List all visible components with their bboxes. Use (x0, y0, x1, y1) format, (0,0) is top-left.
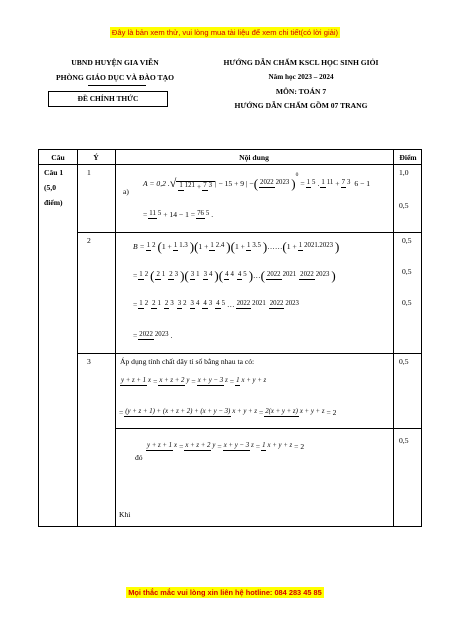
score-3a: 0,5 (399, 357, 409, 366)
frac-num: 11 (149, 209, 156, 217)
frac-num: 1 (146, 241, 151, 249)
frac-den: 4 (208, 270, 213, 278)
frac-num: x + z + 2 (185, 441, 211, 449)
col-header-item: Ý (93, 153, 99, 162)
column-divider (115, 150, 116, 526)
score-1b: 0,5 (399, 201, 409, 210)
frac-num: 7 (341, 178, 345, 186)
grading-table (38, 149, 422, 527)
frac-num: 4 (203, 299, 207, 307)
expr-text: 1 + (234, 241, 245, 251)
expr-text: = (133, 330, 138, 340)
expression-3-line3: y + z + 1 x = x + z + 2 y = x + y − 3 z = 1 x + y + z = 2 (147, 441, 305, 451)
expr-text: . (317, 178, 320, 188)
frac-den: 3 (208, 299, 213, 307)
item-number-3: 3 (87, 357, 91, 366)
col-header-content: Nội dung (239, 153, 269, 162)
subject: MÔN: TOÁN 7 (275, 87, 327, 96)
question-points-unit: điểm) (44, 198, 63, 207)
frac-num: 3 (177, 299, 182, 307)
frac-den: 1.3 (179, 241, 188, 249)
frac-den: 1 (196, 270, 200, 278)
expression-b-line2: = 1 2 ( 2 1 2 3 ) ( 3 1 3 4 ) ( 4 4 4 5 ) … ( 2022 2021 2022 2023 ) (133, 267, 336, 283)
frac-den: 5 (312, 178, 316, 186)
frac-num: y + z + 1 (147, 441, 173, 449)
frac-num: 2 (169, 270, 173, 278)
frac-num: 1 (179, 181, 183, 189)
header-row-divider (39, 164, 421, 165)
frac-num: 2022 (300, 270, 314, 278)
expr-text: + (196, 181, 202, 191)
frac-num: 1 (321, 178, 325, 186)
khi-label: Khi (119, 510, 131, 519)
office-name: PHÒNG GIÁO DỤC VÀ ĐÀO TẠO (55, 73, 175, 82)
score-1a: 1,0 (399, 168, 409, 177)
frac-num: 1 (306, 178, 311, 186)
frac-den: 2023 (315, 270, 330, 278)
frac-den: 2 (144, 270, 149, 278)
question-number: Câu 1 (44, 168, 64, 177)
frac-num: (y + z + 1) + (x + z + 2) + (x + y − 3) (125, 407, 231, 415)
frac-den: 5 (243, 270, 247, 278)
expr-text: …… (267, 241, 283, 251)
expression-b-line1: B = 1 2 ( 1 + 1 1.3 ) ( 1 + 1 2.4 ) ( 1 + 1 3.5 ) …… ( 1 + 1 2021.2023 ) (133, 238, 340, 254)
frac-den: 3 (170, 299, 174, 307)
expr-text: A = 0,2 . (143, 178, 170, 188)
frac-num: 2022 (236, 299, 251, 307)
expr-text: = 2 (326, 407, 337, 417)
frac-den: 3.5 (252, 241, 261, 249)
frac-den: 2023 (275, 178, 290, 186)
frac-den: x + y + z (299, 407, 325, 415)
page-count-note: HƯỚNG DẪN CHẤM GỒM 07 TRANG (234, 101, 368, 110)
hotline-text: Mọi thắc mắc vui lòng xin liên hệ hotline: 084 283 45 85 (128, 588, 322, 597)
frac-num: 1 (298, 241, 303, 249)
top-banner (0, 28, 450, 37)
frac-den: 3 (208, 181, 213, 189)
expression-3-line2: = (y + z + 1) + (x + z + 2) + (x + y − 3) x + y + z = 2(x + y + z) x + y + z = 2 (119, 407, 337, 417)
frac-num: 3 (190, 270, 195, 278)
expression-b-line3 (133, 292, 301, 316)
frac-den: 4 (230, 270, 234, 278)
exponent: 0 (295, 172, 299, 178)
frac-num: 1 (139, 270, 143, 278)
frac-num: 1 (139, 299, 143, 307)
frac-num: 2 (164, 299, 169, 307)
frac-num: 3 (190, 299, 194, 307)
frac-den: 3 (174, 270, 179, 278)
expr-text: = (133, 270, 138, 280)
expr-text: = (133, 299, 138, 309)
frac-num: 1 (262, 441, 266, 449)
ratio-property-intro: Áp dụng tính chất dãy tỉ số bằng nhau ta có: (120, 357, 255, 366)
frac-num: x + y − 3 (197, 376, 224, 384)
frac-num: 2022 (266, 270, 281, 278)
frac-num: 1 (246, 241, 251, 249)
frac-den: 1 (157, 299, 161, 307)
question-points: (5,0 (44, 183, 57, 192)
frac-num: 4 (237, 270, 242, 278)
frac-den: 1 (161, 270, 166, 278)
frac-den: 5 (205, 209, 210, 217)
frac-den: 2 (183, 299, 187, 307)
frac-num: 2 (156, 270, 160, 278)
expression-a-line1: A = 0,2 . √ 1 121 + 7 3 | − 15 + 9 | − ( 2022 2023 ) 0 = 1 5 . 1 11 + 7 3 6 − 1 (143, 172, 371, 191)
frac-den: 11 (326, 178, 334, 186)
frac-num: 2022 (269, 299, 284, 307)
expr-text: 1 + (161, 241, 172, 251)
part-a-label: a) (123, 187, 129, 196)
frac-den: x + y + z (232, 407, 257, 415)
expr-text: 1 + (198, 241, 209, 251)
frac-den: x + y + z (241, 376, 267, 384)
frac-num: 1 (236, 376, 240, 384)
document-title: HƯỚNG DẪN CHẤM KSCL HỌC SINH GIỎI (223, 58, 379, 67)
frac-den: 2021 (252, 299, 266, 307)
expr-text: . (211, 209, 214, 219)
frac-den: 2 (144, 299, 149, 307)
col-header-question: Câu (51, 153, 65, 162)
item-number-2: 2 (87, 236, 91, 245)
score-2a: 0,5 (402, 236, 412, 245)
expr-text: . (170, 330, 173, 340)
frac-num: 2 (152, 299, 156, 307)
frac-den: 5 (157, 209, 162, 217)
expr-text: 6 − 1 (354, 178, 371, 188)
row-divider (77, 353, 421, 354)
frac-den: y (212, 441, 216, 449)
score-2c: 0,5 (402, 298, 412, 307)
square-root: √ 1 121 + 7 3 (170, 176, 215, 191)
row-divider (115, 428, 421, 429)
official-label: ĐỀ CHÍNH THỨC (48, 91, 168, 107)
frac-den: x (174, 441, 178, 449)
expr-text: … (226, 299, 235, 309)
expression-b-line4 (133, 323, 172, 347)
header-underline (88, 85, 146, 86)
frac-den: 2023 (154, 330, 169, 338)
expression-3-line1: y + z + 1 x = x + z + 2 y = x + y − 3 z = 1 x + y + z (121, 376, 267, 386)
expr-text: B = (133, 241, 145, 251)
score-3b: 0,5 (399, 436, 409, 445)
item-number-1: 1 (87, 168, 91, 177)
school-year: Năm học 2023 – 2024 (268, 73, 334, 81)
frac-den: x + y + z (267, 441, 293, 449)
frac-den: x (148, 376, 152, 384)
frac-num: y + z + 1 (121, 376, 147, 384)
frac-num: 2(x + y + z) (265, 407, 298, 415)
frac-num: 2022 (260, 178, 274, 186)
frac-num: 2022 (139, 330, 153, 338)
frac-num: 7 (203, 181, 207, 189)
expr-text: = (300, 178, 305, 188)
frac-den: 2 (152, 241, 156, 249)
expr-text: … (253, 270, 261, 280)
expr-text: | − 15 + 9 | − (215, 178, 254, 188)
frac-den: 121 (184, 181, 195, 189)
department-name: UBND HUYỆN GIA VIỄN (71, 58, 159, 67)
frac-den: z (225, 376, 228, 384)
frac-den: 2021 (282, 270, 297, 278)
expr-text: = 2 (294, 441, 305, 451)
column-divider (393, 150, 394, 526)
column-divider (77, 150, 78, 526)
frac-den: 3 (347, 178, 351, 186)
row-divider (77, 232, 421, 233)
frac-den: 2023 (285, 299, 299, 307)
expr-text: 1 + (286, 241, 297, 251)
frac-den: y (186, 376, 190, 384)
frac-num: x + z + 2 (159, 376, 185, 384)
frac-den: 2.4 (215, 241, 225, 249)
score-2b: 0,5 (402, 267, 412, 276)
expr-text: + (335, 178, 340, 188)
col-header-score: Điểm (399, 153, 417, 162)
frac-num: 76 (197, 209, 204, 217)
bottom-banner (0, 588, 450, 597)
expression-a-line2 (143, 202, 213, 226)
expr-text: + 14 − 1 = (163, 209, 196, 219)
frac-num: 3 (203, 270, 207, 278)
frac-num: 4 (216, 299, 220, 307)
conclusion-label: đó (135, 453, 143, 462)
frac-den: 5 (221, 299, 225, 307)
frac-den: z (251, 441, 254, 449)
expr-text: = (143, 209, 148, 219)
frac-den: 2021.2023 (304, 241, 334, 249)
frac-num: x + y − 3 (223, 441, 250, 449)
frac-num: 1 (210, 241, 214, 249)
frac-den: 4 (195, 299, 200, 307)
frac-num: 1 (173, 241, 178, 249)
top-banner-text: Đây là bản xem thử, vui lòng mua tài liệu để xem chi tiết(có lời giải) (111, 28, 339, 37)
frac-num: 4 (225, 270, 229, 278)
